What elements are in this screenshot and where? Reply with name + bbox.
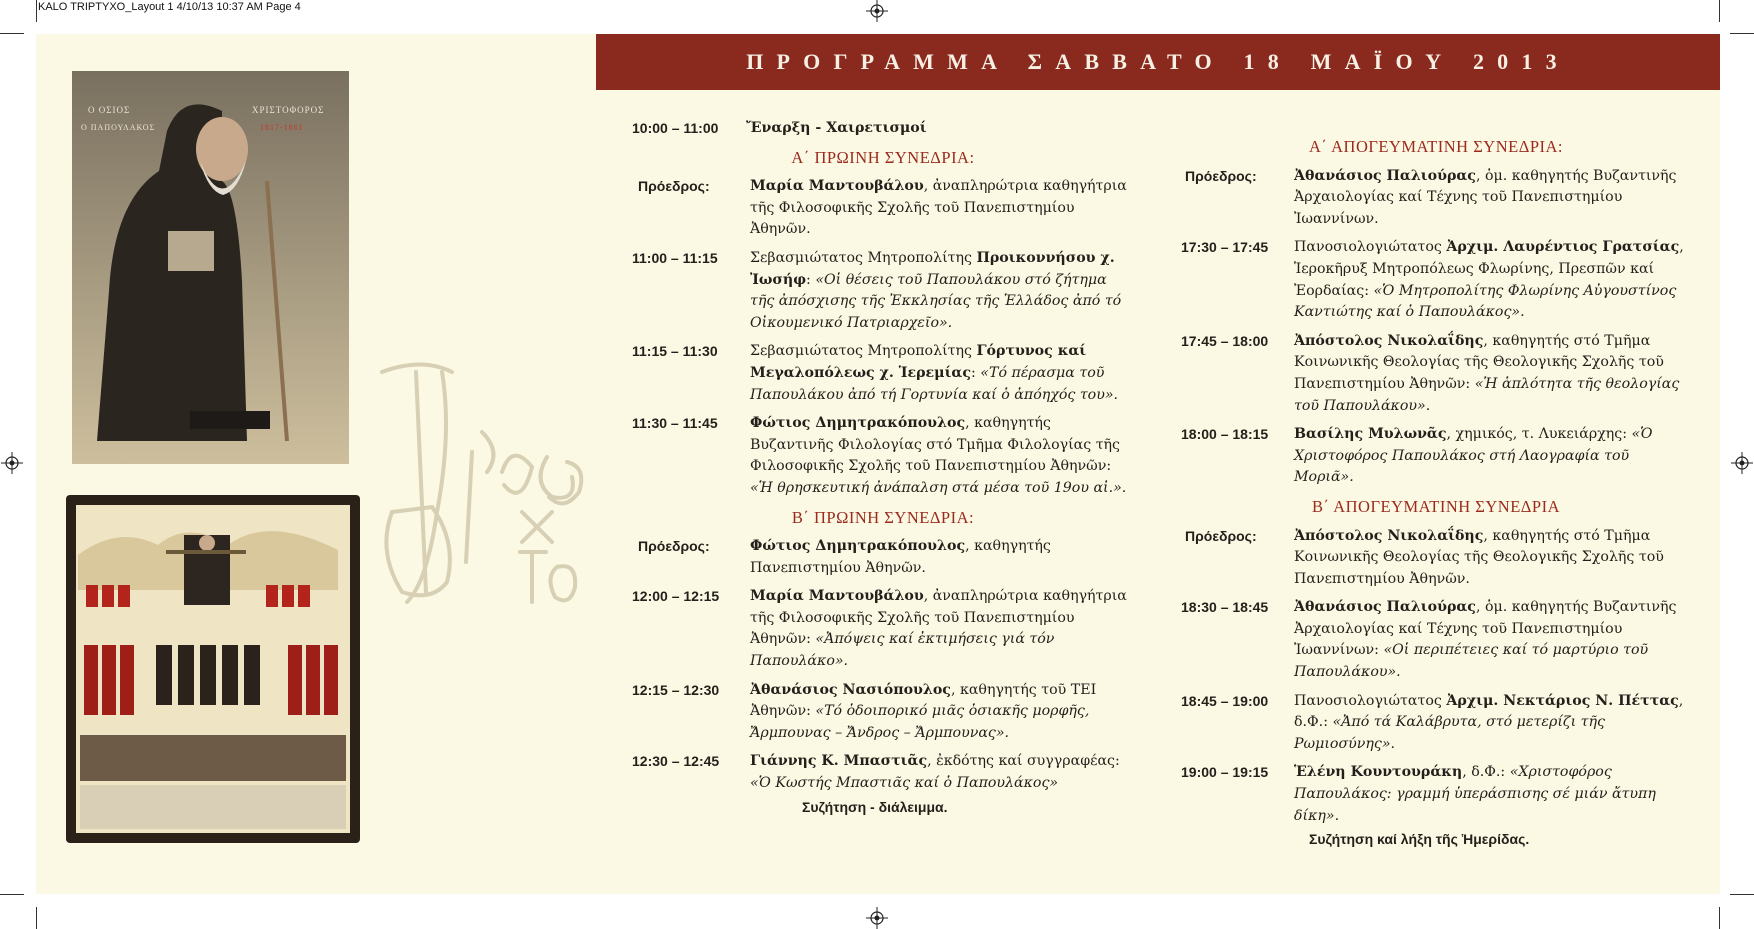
talk-affiliation: , καθηγητής Βυζαντινῆς Φιλολογίας στό Τμῆμα Φιλολογίας τῆς Φιλοσοφικῆς Σχολῆς τοῦ Πανεπιστημίου Ἀθηνῶν: <box>750 415 1120 475</box>
opening-row <box>632 118 1134 140</box>
crop-mark <box>1730 33 1754 34</box>
talk-row <box>1181 691 1691 756</box>
printer-slug: KALO TRIPTYXO_Layout 1 4/10/13 10:37 AM Page 4 <box>38 1 301 13</box>
talk-row <box>632 586 1134 672</box>
talk-time: 18:30 – 18:45 <box>1181 599 1269 616</box>
talk-affiliation: , ἐκδότης καί συγγραφέας: <box>927 753 1120 770</box>
session-1-chair <box>632 176 1134 241</box>
talk-speaker: Προικοννήσου χ. Ἰωσήφ <box>750 249 1115 288</box>
chair-label: Πρόεδρος: <box>1185 167 1257 184</box>
talk-time: 11:00 – 11:15 <box>632 249 718 266</box>
session-2-title: Β΄ ΠΡΩΙΝΗ ΣΥΝΕΔΡΙΑ: <box>791 507 975 527</box>
talk-row <box>632 751 1134 794</box>
talk-title: «Χριστοφόρος Παπουλάκος: γραμμή ὑπεράσπισης σέ μιάν ἄτυπη δίκη». <box>1294 764 1656 824</box>
crop-mark <box>0 33 24 34</box>
talk-title: «Ἡ θρησκευτική ἀνάπαλση στά μέσα τοῦ 19ου αἰ.». <box>750 479 1127 496</box>
talk-row <box>632 680 1134 745</box>
talk-title: «Ἡ ἁπλότητα τῆς θεολογίας τοῦ Παπουλάκου». <box>1294 375 1680 414</box>
talk-title: «Ὁ Χριστοφόρος Παπουλάκος στή Λαογραφία τοῦ Μοριᾶ». <box>1294 426 1653 486</box>
chair-affiliation: , ὁμ. καθηγητής Βυζαντινῆς Ἀρχαιολογίας καί Τέχνης τοῦ Πανεπιστημίου Ἰωαννίνων. <box>1294 167 1677 227</box>
chair-affiliation: , καθηγητής Πανεπιστημίου Ἀθηνῶν. <box>750 538 1051 576</box>
talk-title: «Ἀπό τά Καλάβρυτα, στό μετερίζι τῆς Ρωμιοσύνης». <box>1294 714 1605 752</box>
crop-mark <box>1730 894 1754 895</box>
portrait-caption-left-2: Ο ΠΑΠΟΥΛΑΚΟΣ <box>81 123 156 132</box>
opening-time: 10:00 – 11:00 <box>632 120 719 136</box>
talk-prefix: Σεβασμιώτατος Μητροπολίτης <box>750 343 977 360</box>
talk-speaker: Ἀπόστολος Νικολαΐδης <box>1294 332 1484 349</box>
talk-time: 12:15 – 12:30 <box>632 681 720 698</box>
talk-speaker: Μαρία Μαντουβάλου <box>750 588 924 605</box>
talk-speaker: Ἀθανάσιος Νασιόπουλος <box>750 681 951 698</box>
registration-mark-icon <box>1731 452 1753 474</box>
talk-affiliation: , δ.Φ.: <box>1294 692 1684 731</box>
talk-prefix: Σεβασμιώτατος Μητροπολίτης <box>750 249 977 266</box>
talk-time: 17:30 – 17:45 <box>1181 239 1269 256</box>
talk-row <box>1181 331 1691 417</box>
talk-time: 12:00 – 12:15 <box>632 588 720 605</box>
talk-time: 18:00 – 18:15 <box>1181 426 1269 443</box>
session-3-chair <box>1181 166 1691 231</box>
icon-painting-image <box>66 495 360 843</box>
chair-affiliation: , καθηγητής στό Τμῆμα Κοινωνικῆς Θεολογίας τῆς Θεολογικῆς Σχολῆς τοῦ Πανεπιστημίου Ἀθηνῶν. <box>1294 527 1664 587</box>
talk-time: 18:45 – 19:00 <box>1181 692 1269 709</box>
talk-row <box>1181 424 1691 489</box>
registration-mark-icon <box>1 452 23 474</box>
talk-row <box>1181 597 1691 683</box>
session-1-title: Α΄ ΠΡΩΙΝΗ ΣΥΝΕΔΡΙΑ: <box>791 147 975 167</box>
portrait-caption-right: ΧΡΙΣΤΟΦΟΡΟΣ <box>252 105 325 115</box>
talk-speaker: Ἀρχιμ. Λαυρέντιος Γρατσίας <box>1446 239 1680 256</box>
talk-affiliation: , ὁμ. καθηγητής Βυζαντινῆς Ἀρχαιολογίας καί Τέχνης τοῦ Πανεπιστημίου Ἰωαννίνων: <box>1294 599 1677 659</box>
left-column <box>632 118 1134 818</box>
talk-prefix: Πανοσιολογιώτατος <box>1294 239 1447 256</box>
talk-speaker: Γιάννης Κ. Μπαστιᾶς <box>750 753 928 770</box>
talk-title: «Ὁ Κωστής Μπαστιᾶς καί ὁ Παπουλάκος» <box>750 775 1059 792</box>
talk-affiliation: , δ.Φ.: <box>1462 764 1510 781</box>
talk-speaker: Ἀρχιμ. Νεκτάριος Ν. Πέττας <box>1446 692 1679 709</box>
session-4-title: Β΄ ΑΠΟΓΕΥΜΑΤΙΝΗ ΣΥΝΕΔΡΙΑ <box>1311 496 1560 516</box>
chair-label: Πρόεδρος: <box>638 178 710 195</box>
crop-mark <box>36 0 37 22</box>
opening-text: Ἔναρξη - Χαιρετισμοί <box>746 120 927 136</box>
talk-affiliation: , καθηγητής στό Τμῆμα Κοινωνικῆς Θεολογίας τῆς Θεολογικῆς Σχολῆς τοῦ Πανεπιστημίου Ἀθηνῶν: <box>1294 332 1664 392</box>
session-2-chair <box>632 536 1134 579</box>
registration-mark-icon <box>866 907 888 929</box>
chair-name: Φώτιος Δημητρακόπουλος <box>750 538 966 555</box>
chair-name: Μαρία Μαντουβάλου <box>750 178 924 195</box>
signature-watermark <box>372 352 594 618</box>
registration-mark-icon <box>866 0 888 22</box>
talk-speaker: Ἑλένη Κουντουράκη <box>1294 764 1463 781</box>
program-banner: ΠΡΟΓΡΑΜΜΑ ΣΑΒΒΑΤΟ 18 ΜΑΪΟΥ 2013 <box>596 34 1720 90</box>
talk-row <box>632 341 1134 406</box>
talk-affiliation: , Ἱεροκῆρυξ Μητροπόλεως Φλωρίνης, Πρεσπῶν καί Ἐορδαίας: <box>1294 239 1684 299</box>
talk-title: «Οἱ περιπέτειες καί τό μαρτύριο τοῦ Παπουλάκου». <box>1294 642 1649 681</box>
talk-row <box>632 248 1134 334</box>
crop-mark <box>1719 0 1720 22</box>
talk-affiliation: : <box>971 364 981 381</box>
talk-title: «Τό ὁδοιπορικό μιᾶς ὁσιακῆς μορφῆς, Ἄρμπουνας – Ἄνδρος – Ἄρμπουνας». <box>750 703 1090 741</box>
session-3-title: Α΄ ΑΠΟΓΕΥΜΑΤΙΝΗ ΣΥΝΕΔΡΙΑ: <box>1308 137 1563 156</box>
talk-title: «Ὁ Μητροπολίτης Φλωρίνης Αὐγουστίνος Καντιώτης καί ὁ Παπουλάκος». <box>1294 282 1677 321</box>
talk-row <box>632 413 1134 499</box>
talk-speaker: Ἀθανάσιος Παλιούρας <box>1294 599 1476 616</box>
talk-speaker: Βασίλης Μυλωνᾶς <box>1294 426 1447 443</box>
chair-label: Πρόεδρος: <box>638 538 710 555</box>
chair-name: Ἀπόστολος Νικολαΐδης <box>1294 527 1484 544</box>
talk-affiliation: , καθηγητής τοῦ ΤΕΙ Ἀθηνῶν: <box>750 681 1097 720</box>
talk-row <box>1181 237 1691 323</box>
session-4-chair <box>1181 526 1691 591</box>
talk-title: «Οἱ θέσεις τοῦ Παπουλάκου στό ζήτημα τῆς ἀπόσχισης τῆς Ἐκκλησίας τῆς Ἑλλάδος ἀπό τό Οἰκουμενικό Πατριαρχεῖο». <box>750 271 1122 331</box>
session-4-closing: Συζήτηση καί λήξη τῆς Ἡμερίδας. <box>1309 831 1530 848</box>
crop-mark <box>0 894 24 895</box>
chair-affiliation: , ἀναπληρώτρια καθηγήτρια τῆς Φιλοσοφικῆς Σχολῆς τοῦ Πανεπιστημίου Ἀθηνῶν. <box>750 178 1127 238</box>
talk-affiliation: , ἀναπληρώτρια καθηγήτρια τῆς Φιλοσοφικῆς Σχολῆς τοῦ Πανεπιστημίου Ἀθηνῶν: <box>750 588 1127 648</box>
talk-speaker: Φώτιος Δημητρακόπουλος <box>750 415 966 432</box>
right-column <box>1181 134 1691 851</box>
talk-speaker: Γόρτυνος καί Μεγαλοπόλεως χ. Ἱερεμίας <box>750 343 1087 381</box>
session-2-closing: Συζήτηση - διάλειμμα. <box>802 798 948 815</box>
talk-affiliation: : <box>806 271 816 288</box>
talk-time: 12:30 – 12:45 <box>632 753 720 770</box>
talk-prefix: Πανοσιολογιώτατος <box>1294 692 1447 709</box>
crop-mark <box>1719 907 1720 929</box>
portrait-caption-left: Ο ΟΣΙΟΣ <box>88 105 131 115</box>
crop-mark <box>36 907 37 929</box>
chair-label: Πρόεδρος: <box>1185 527 1257 544</box>
talk-time: 17:45 – 18:00 <box>1181 332 1269 349</box>
icon-painting <box>66 495 360 843</box>
talk-title: «Ἀπόψεις καί ἐκτιμήσεις γιά τόν Παπουλάκο». <box>750 631 1055 670</box>
talk-time: 19:00 – 19:15 <box>1181 764 1269 781</box>
talk-affiliation: , χημικός, τ. Λυκειάρχης: <box>1446 426 1632 443</box>
talk-time: 11:30 – 11:45 <box>632 415 718 432</box>
talk-row <box>1181 762 1691 827</box>
portrait-photo <box>72 71 349 464</box>
portrait-caption-right-2: 1817-1861 <box>260 123 304 132</box>
talk-time: 11:15 – 11:30 <box>632 343 718 360</box>
chair-name: Ἀθανάσιος Παλιούρας <box>1294 167 1476 184</box>
talk-title: «Τό πέρασμα τοῦ Παπουλάκου ἀπό τή Γορτυνία καί ὁ ἀπόηχός του». <box>750 364 1119 403</box>
